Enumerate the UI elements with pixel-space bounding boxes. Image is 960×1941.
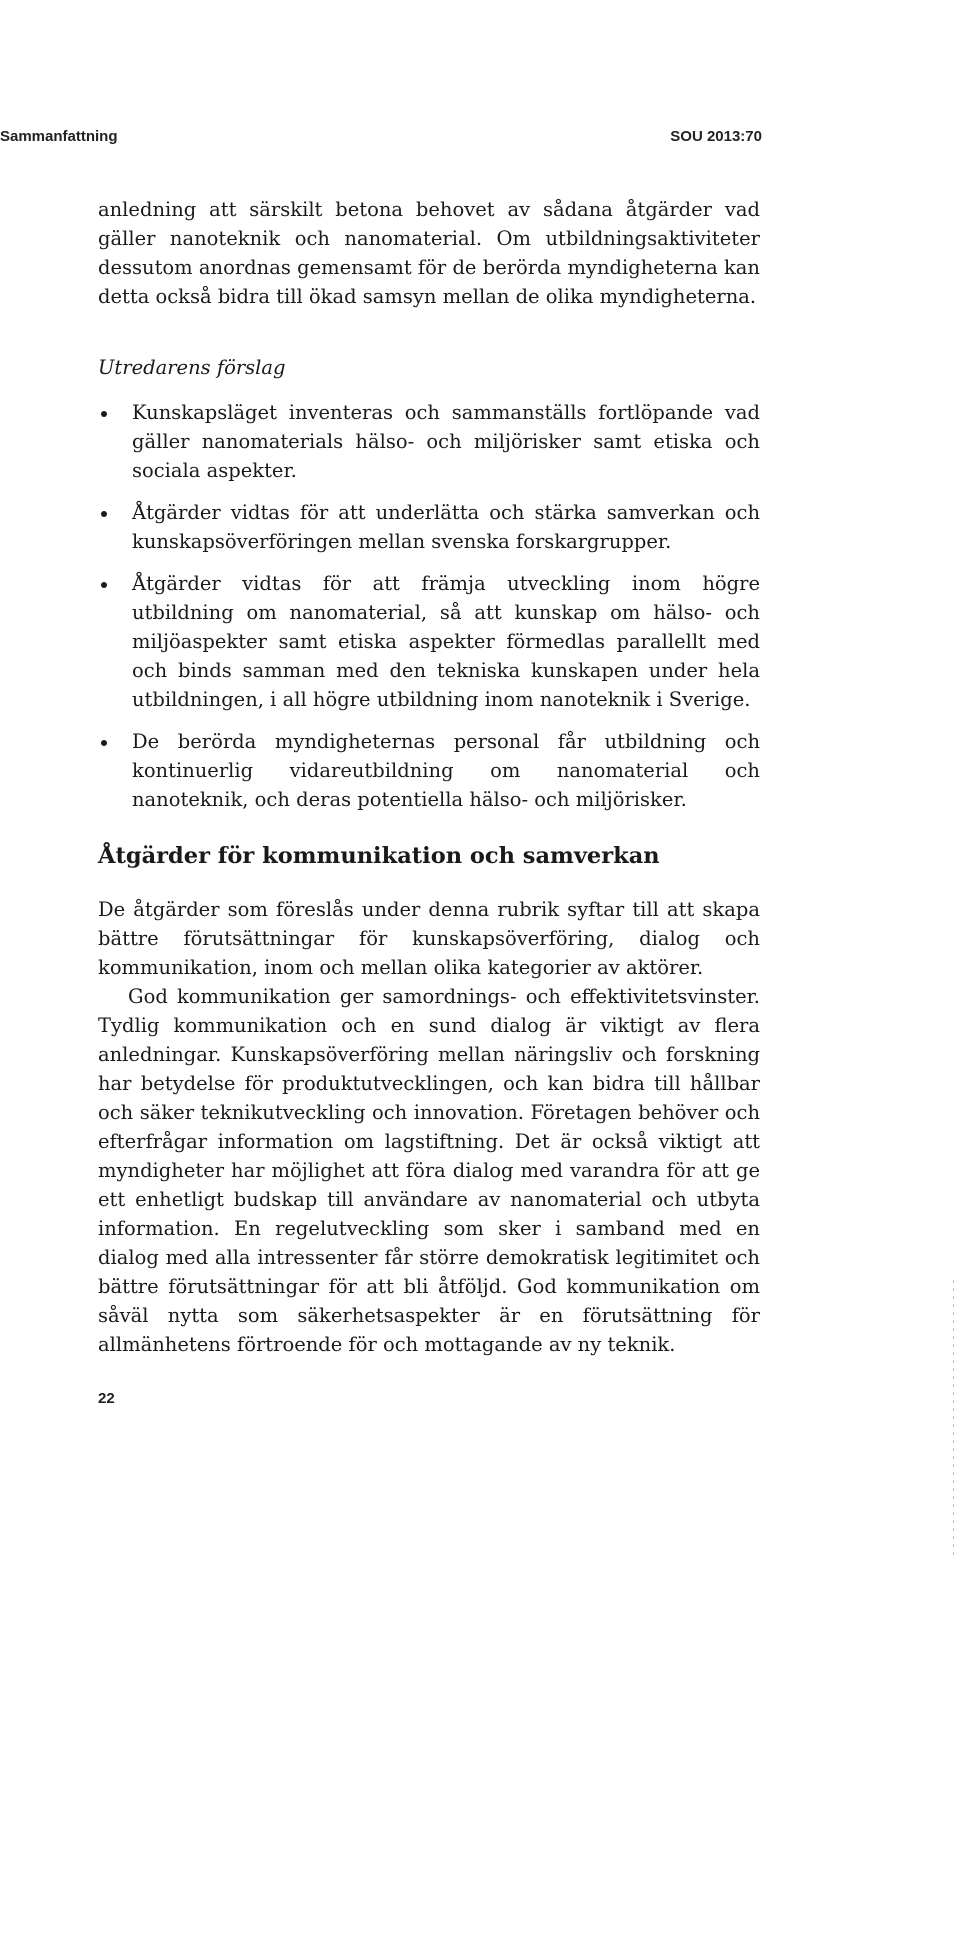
proposal-text: Kunskapsläget inventeras och sammanställs fortlöpande vad gäller nanomaterials hälso- och miljörisker samt etiska och sociala aspekter.: [132, 401, 760, 482]
section-paragraph: God kommunikation ger samordnings- och effektivitetsvinster. Tydlig kommunikation och en sund dialog är viktigt av flera anledningar. Kunskapsöverföring mellan näringsliv och forskning har betydelse för produktutvecklingen, och kan bidra till hållbar och säker teknikutveckling och innovation. Företagen behöver och efterfrågar information om lagstiftning. Det är också viktigt att myndigheter har möjlighet att föra dialog med varandra för att ge ett enhetligt budskap till användare av nanomaterial och utbyta information. En regelutveckling som sker i samband med en dialog med alla intressenter får större demokratisk legitimitet och bättre förutsättningar för att bli åtföljd. God kommunikation om såväl nytta som säkerhetsaspekter är en förutsättning för allmänhetens förtroende för och mottagande av ny teknik.: [98, 985, 760, 1356]
section-heading: Åtgärder för kommunikation och samverkan: [98, 843, 660, 869]
bullet-icon: [101, 411, 107, 417]
scan-edge-mark: [953, 1280, 954, 1560]
bullet-icon: [101, 740, 107, 746]
page-number: 22: [98, 1390, 115, 1407]
proposal-item: [98, 569, 760, 714]
running-header-section: Sammanfattning: [0, 128, 118, 145]
section-body: [98, 895, 760, 1359]
proposal-item: [98, 398, 760, 485]
bullet-icon: [101, 582, 107, 588]
intro-paragraph: anledning att särskilt betona behovet av sådana åtgärder vad gäller nanoteknik och nanomaterial. Om utbildningsaktiviteter dessutom anordnas gemensamt för de berörda myndigheterna kan detta också bidra till ökad samsyn mellan de olika myndigheterna.: [98, 198, 760, 308]
proposal-text: Åtgärder vidtas för att underlätta och stärka samverkan och kunskapsöverföringen mellan svenska forskargrupper.: [132, 501, 760, 553]
proposals-list: [98, 398, 760, 827]
proposal-text: Åtgärder vidtas för att främja utveckling inom högre utbildning om nanomaterial, så att kunskap om hälso- och miljöaspekter samt etiska aspekter förmedlas parallellt med och binds samman med den tekniska kunskapen under hela utbildningen, i all högre utbildning inom nanoteknik i Sverige.: [132, 572, 760, 711]
bullet-icon: [101, 511, 107, 517]
proposals-heading: Utredarens förslag: [98, 356, 286, 379]
section-paragraph: De åtgärder som föreslås under denna rubrik syftar till att skapa bättre förutsättningar för kunskapsöverföring, dialog och kommunikation, inom och mellan olika kategorier av aktörer.: [98, 898, 760, 979]
running-header-report-id: SOU 2013:70: [670, 128, 762, 145]
proposal-text: De berörda myndigheternas personal får utbildning och kontinuerlig vidareutbildning om nanomaterial och nanoteknik, och deras potentiella hälso- och miljörisker.: [132, 730, 760, 811]
proposal-item: [98, 727, 760, 814]
proposal-item: [98, 498, 760, 556]
